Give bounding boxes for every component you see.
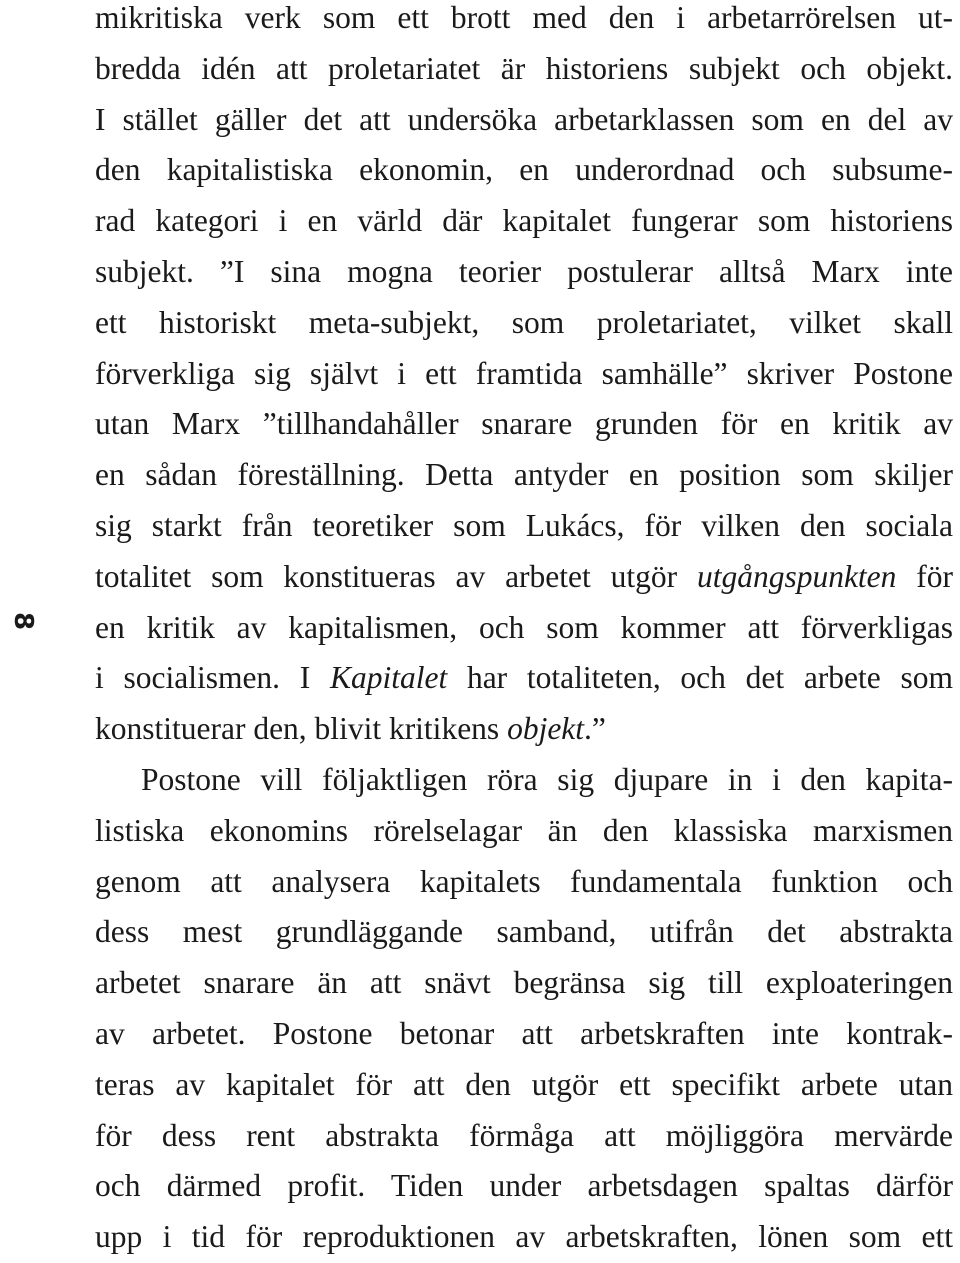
text-line: [95, 196, 953, 247]
text-span: och därmed profit. Tiden under arbetsdagen spaltas därför: [95, 1168, 953, 1204]
italic-text: Kapitalet: [329, 660, 448, 696]
text-line: [95, 145, 953, 196]
text-line: [95, 653, 953, 704]
text-span: totalitet som konstitueras av arbetet utgör: [95, 558, 697, 594]
text-line: [95, 1111, 953, 1162]
text-span: av arbetet. Postone betonar att arbetskraften inte kontrak-: [95, 1015, 953, 1051]
text-span: en sådan föreställning. Detta antyder en position som skiljer: [95, 457, 953, 493]
text-line: [95, 349, 953, 400]
text-span: en kritik av kapitalismen, och som kommer att förverkligas: [95, 609, 953, 645]
text-line: [95, 704, 953, 755]
text-span: ett historiskt meta-subjekt, som proletariatet, vilket skall: [95, 304, 953, 340]
text-span: mikritiska verk som ett brott med den i arbetarrörelsen ut-: [95, 0, 953, 35]
text-span: arbetet snarare än att snävt begränsa sig till exploateringen: [95, 965, 953, 1001]
text-span: i socialismen. I: [95, 660, 330, 696]
text-span: den kapitalistiska ekonomin, en underordnad och subsume-: [95, 152, 953, 188]
text-span: förverkliga sig självt i ett framtida samhälle” skriver Postone: [95, 355, 953, 391]
text-line: [95, 450, 953, 501]
text-span: I stället gäller det att undersöka arbetarklassen som en del av: [95, 101, 953, 137]
text-span: upp i tid för reproduktionen av arbetskraften, lönen som ett: [95, 1219, 953, 1255]
text-span: bredda idén att proletariatet är historiens subjekt och objekt.: [95, 50, 953, 86]
text-line: [95, 1212, 953, 1263]
text-line: [95, 1161, 953, 1212]
text-line: [95, 0, 953, 44]
text-line: [95, 958, 953, 1009]
text-line: [95, 247, 953, 298]
text-line: [95, 298, 953, 349]
text-line: [95, 755, 953, 806]
text-span: genom att analysera kapitalets fundamentala funktion och: [95, 863, 953, 899]
text-span: har totaliteten, och det arbete som: [447, 660, 953, 696]
italic-text: objekt: [507, 711, 585, 747]
text-span: sig starkt från teoretiker som Lukács, för vilken den sociala: [95, 507, 953, 543]
text-line: [95, 399, 953, 450]
text-span: rad kategori i en värld där kapitalet fungerar som historiens: [95, 203, 953, 239]
text-line: [95, 1009, 953, 1060]
text-span: .”: [584, 711, 606, 747]
text-span: subjekt. ”I sina mogna teorier postulerar alltså Marx inte: [95, 253, 953, 289]
text-span: Postone vill följaktligen röra sig djupare in i den kapita-: [141, 761, 953, 797]
text-span: konstituerar den, blivit kritikens: [95, 711, 508, 747]
text-span: dess mest grundläggande samband, utifrån det abstrakta: [95, 914, 953, 950]
page-number: 8: [8, 611, 38, 631]
text-span: för: [896, 558, 953, 594]
body-text: [95, 0, 953, 1263]
text-line: [95, 603, 953, 654]
text-line: [95, 552, 953, 603]
text-span: listiska ekonomins rörelselagar än den klassiska marxismen: [95, 812, 953, 848]
text-span: för dess rent abstrakta förmåga att möjliggöra mervärde: [95, 1117, 953, 1153]
text-span: teras av kapitalet för att den utgör ett specifikt arbete utan: [95, 1066, 953, 1102]
text-line: [95, 907, 953, 958]
text-line: [95, 44, 953, 95]
text-line: [95, 857, 953, 908]
text-line: [95, 806, 953, 857]
text-line: [95, 501, 953, 552]
text-span: utan Marx ”tillhandahåller snarare grunden för en kritik av: [95, 406, 953, 442]
text-line: [95, 95, 953, 146]
italic-text: utgångspunkten: [696, 558, 897, 594]
text-line: [95, 1060, 953, 1111]
